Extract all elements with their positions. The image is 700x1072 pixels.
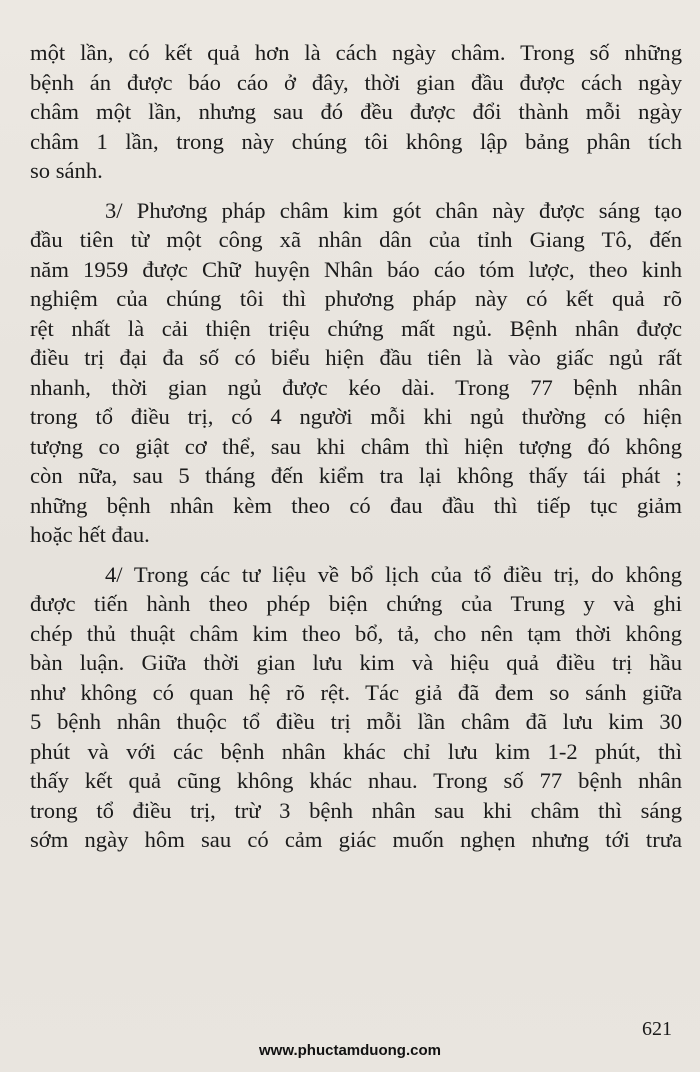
text-line: tượng co giật cơ thể, sau khi châm thì hiện tượng đó không — [30, 433, 682, 459]
text-line: nghiệm của chúng tôi thì phương pháp này có kết quả rõ — [30, 286, 682, 311]
text-line: bệnh án được báo cáo ở đây, thời gian đầu được cách ngày — [30, 69, 682, 95]
text-line: trong tổ điều trị, có 4 người mỗi khi ngủ thường có hiện — [30, 404, 682, 429]
text-line: châm một lần, nhưng sau đó đều được đổi thành mỗi ngày — [30, 99, 682, 124]
text-line: 4/ Trong các tư liệu về bổ lịch của tổ điều trị, do không — [105, 561, 682, 587]
paragraph-2 — [30, 196, 682, 550]
text-line: một lần, có kết quả hơn là cách ngày châm. Trong số những — [30, 40, 682, 65]
text-line: châm 1 lần, trong này chúng tôi không lập bảng phân tích — [30, 128, 682, 154]
paragraph-1 — [30, 38, 682, 186]
text-line: phút và với các bệnh nhân khác chỉ lưu kim 1-2 phút, thì — [30, 738, 682, 764]
text-line: 3/ Phương pháp châm kim gót chân này được sáng tạo — [105, 197, 682, 223]
text-line: trong tổ điều trị, trừ 3 bệnh nhân sau khi châm thì sáng — [30, 797, 682, 823]
text-line: nhanh, thời gian ngủ được kéo dài. Trong 77 bệnh nhân — [30, 374, 682, 400]
text-line: rệt nhất là cải thiện triệu chứng mất ngủ. Bệnh nhân được — [30, 315, 682, 341]
text-line: đầu tiên từ một công xã nhân dân của tỉnh Giang Tô, đến — [30, 227, 682, 252]
text-line: còn nữa, sau 5 tháng đến kiểm tra lại không thấy tái phát ; — [30, 463, 682, 488]
text-line: những bệnh nhân kèm theo có đau đầu thì tiếp tục giảm — [30, 492, 682, 518]
paragraph-3 — [30, 560, 682, 855]
page-number: 621 — [642, 1018, 672, 1040]
text-line: so sánh. — [30, 158, 103, 183]
body-text — [30, 38, 682, 855]
text-line: 5 bệnh nhân thuộc tổ điều trị mỗi lần châm đã lưu kim 30 — [30, 709, 682, 734]
website-footer: www.phuctamduong.com — [259, 1042, 441, 1059]
text-line: như không có quan hệ rõ rệt. Tác giả đã đem so sánh giữa — [30, 679, 682, 705]
text-line: điều trị đại đa số có biểu hiện đầu tiên là vào giấc ngủ rất — [30, 345, 682, 370]
text-line: chép thủ thuật châm kim theo bổ, tả, cho nên tạm thời không — [30, 620, 682, 646]
text-line: bàn luận. Giữa thời gian lưu kim và hiệu quả điều trị hầu — [30, 650, 682, 675]
text-line: được tiến hành theo phép biện chứng của Trung y và ghi — [30, 591, 682, 616]
text-line: năm 1959 được Chữ huyện Nhân báo cáo tóm lược, theo kinh — [30, 256, 682, 282]
text-line: sớm ngày hôm sau có cảm giác muốn nghẹn nhưng tới trưa — [30, 827, 682, 852]
text-line: hoặc hết đau. — [30, 522, 150, 547]
text-line: thấy kết quả cũng không khác nhau. Trong số 77 bệnh nhân — [30, 768, 682, 793]
